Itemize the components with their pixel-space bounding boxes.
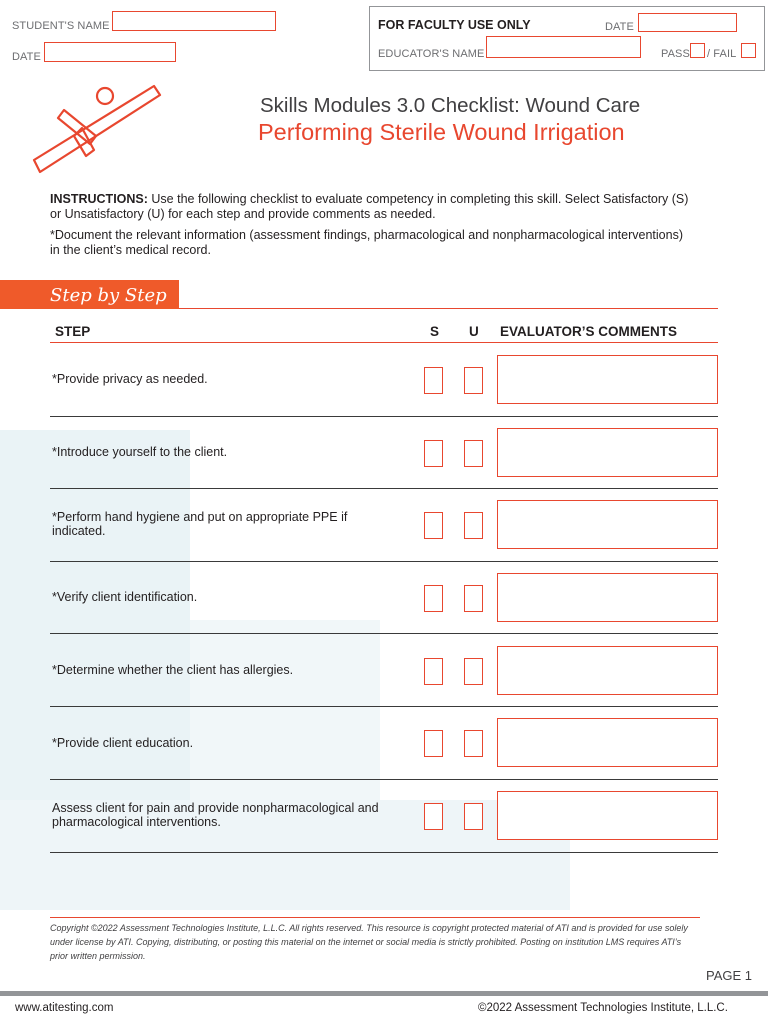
educator-name-label: EDUCATOR'S NAME [378,48,485,60]
date-label: DATE [12,51,41,63]
row-divider [50,488,718,489]
row-divider [50,852,718,853]
pass-checkbox[interactable] [690,43,705,58]
step-text: *Perform hand hygiene and put on appropriate PPE if indicated. [52,510,348,538]
column-step-header: STEP [55,324,91,339]
row-divider [50,706,718,707]
fail-checkbox[interactable] [741,43,756,58]
satisfactory-checkbox[interactable] [424,440,443,467]
website-link[interactable]: www.atitesting.com [15,1002,114,1014]
educator-name-field[interactable] [486,36,641,58]
page-number: PAGE 1 [706,968,753,983]
faculty-date-field[interactable] [638,13,737,32]
satisfactory-checkbox[interactable] [424,803,443,830]
comment-field[interactable] [497,646,718,695]
column-u-header: U [469,324,479,339]
comment-field[interactable] [497,718,718,767]
column-s-header: S [430,324,440,339]
date-field[interactable] [44,42,176,62]
row-divider [50,633,718,634]
unsatisfactory-checkbox[interactable] [464,803,483,830]
row-divider [50,416,718,417]
faculty-title: FOR FACULTY USE ONLY [378,18,531,32]
satisfactory-checkbox[interactable] [424,730,443,757]
instructions [50,192,690,222]
skill-title: Performing Sterile Wound Irrigation [258,119,625,145]
copyright-note: Copyright ©2022 Assessment Technologies Institute, L.L.C. All rights reserved. This resource is copyright protected material of ATI and is provided for use solely under license by ATI. Copying, distributing, or posting this material on the internet or social media is strictly prohibited. Posting on institution LMS requires ATI’s prior written permission. [50,923,688,961]
step-text: *Provide client education. [52,736,194,750]
row-divider [50,779,718,780]
checklist-title: Skills Modules 3.0 Checklist: Wound Care [260,94,641,117]
fail-label: / FAIL [707,48,737,60]
unsatisfactory-checkbox[interactable] [464,730,483,757]
section-banner-rule [179,308,718,309]
comment-field[interactable] [497,500,718,549]
faculty-date-label: DATE [605,21,634,33]
footer-bar [0,991,768,996]
instructions-text: Use the following checklist to evaluate competency in completing this skill. Select Satisfactory (S) or Unsatisfactory (U) for each step and provide comments as needed. [50,192,689,221]
footer-rule [50,917,700,918]
instructions-heading: INSTRUCTIONS: [50,192,148,206]
row-divider [50,561,718,562]
step-text: *Determine whether the client has allergies. [52,663,294,677]
unsatisfactory-checkbox[interactable] [464,658,483,685]
comment-field[interactable] [497,791,718,840]
ati-figure-logo-icon [30,80,165,180]
comment-field[interactable] [497,428,718,477]
satisfactory-checkbox[interactable] [424,512,443,539]
comment-field[interactable] [497,573,718,622]
column-comments-header: EVALUATOR’S COMMENTS [500,324,678,339]
step-text: *Introduce yourself to the client. [52,445,228,459]
pass-label: PASS [661,48,690,60]
step-text: Assess client for pain and provide nonpharmacological and pharmacological interventions. [52,801,379,829]
satisfactory-checkbox[interactable] [424,585,443,612]
unsatisfactory-checkbox[interactable] [464,585,483,612]
documentation-note: *Document the relevant information (assessment findings, pharmacological and nonpharmacological interventions) in the client’s medical record. [50,228,683,257]
step-text: *Verify client identification. [52,590,198,604]
student-name-label: STUDENT'S NAME [12,20,110,32]
company-copyright: ©2022 Assessment Technologies Institute, L.L.C. [478,1002,728,1014]
step-text: *Provide privacy as needed. [52,372,208,386]
unsatisfactory-checkbox[interactable] [464,367,483,394]
unsatisfactory-checkbox[interactable] [464,440,483,467]
section-banner-label: Step by Step [50,285,167,306]
comment-field[interactable] [497,355,718,404]
unsatisfactory-checkbox[interactable] [464,512,483,539]
satisfactory-checkbox[interactable] [424,367,443,394]
satisfactory-checkbox[interactable] [424,658,443,685]
student-name-field[interactable] [112,11,276,31]
table-header-rule [50,342,718,343]
